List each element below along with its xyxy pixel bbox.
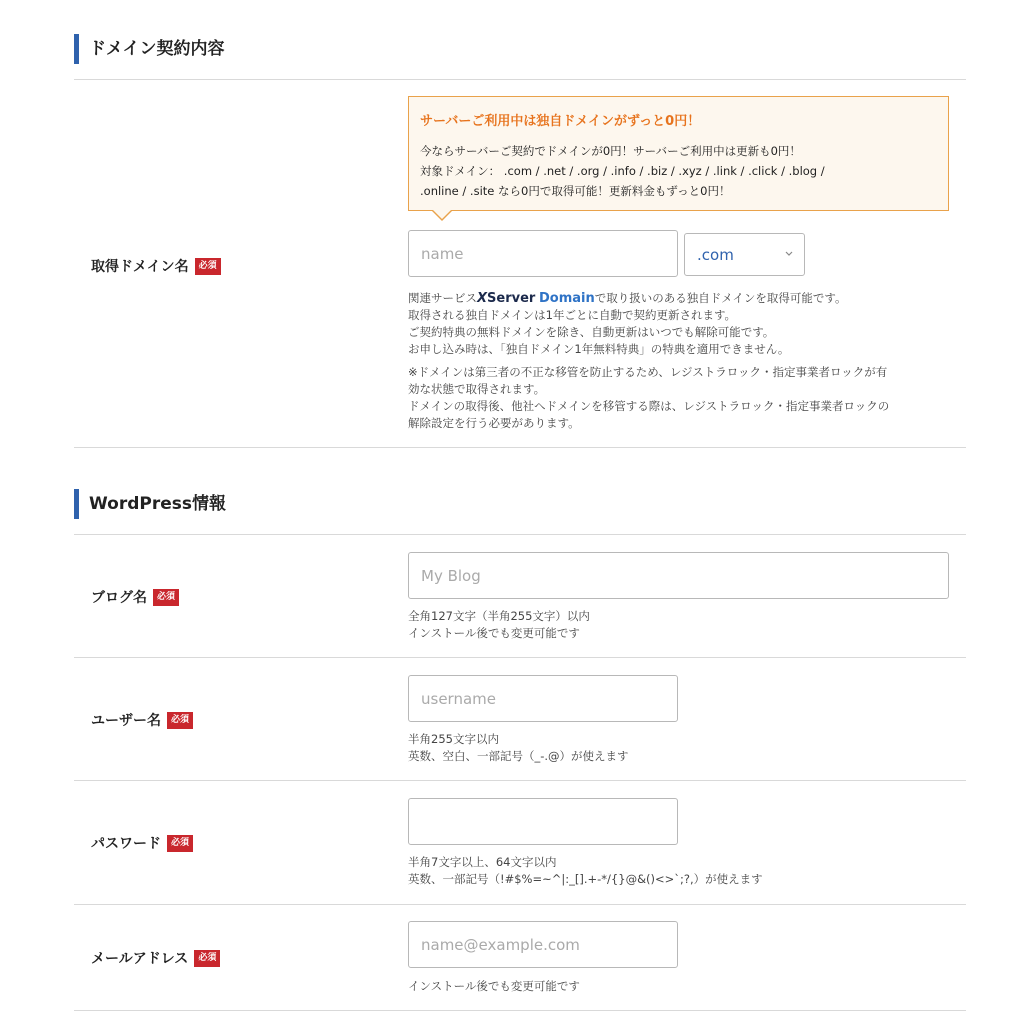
divider xyxy=(74,534,966,535)
divider xyxy=(74,904,966,905)
username-hint: 英数、空白、一部記号（_-.@）が使えます xyxy=(408,749,629,763)
email-hint: インストール後でも変更可能です xyxy=(408,979,580,993)
free-domain-notice xyxy=(408,96,949,211)
divider xyxy=(74,447,966,448)
required-badge: 必須 xyxy=(167,835,193,852)
row-label-username xyxy=(91,710,193,730)
chevron-down-icon xyxy=(784,246,794,262)
domain-info-line: お申し込み時は、「独自ドメイン1年無料特典」の特典を適用できません。 xyxy=(408,342,790,356)
xserver-domain-logo-x: X xyxy=(477,291,488,306)
lock-note-line: ドメインの取得後、他社へドメインを移管する際は、レジストラロック・指定事業者ロックの xyxy=(408,399,890,413)
row-label-domain xyxy=(91,256,221,276)
domain-info-line: 取得される独自ドメインは1年ごとに自動で契約更新されます。 xyxy=(408,308,737,322)
lock-note-line: 解除設定を行う必要があります。 xyxy=(408,416,580,430)
notice-line: .online / .site なら0円で取得可能！更新料金もずっと0円！ xyxy=(420,184,731,198)
tld-select[interactable] xyxy=(684,233,805,276)
xserver-domain-logo-server: Server xyxy=(487,291,536,306)
password-hint: 英数、一部記号（!#$%=~^|:_[].+-*/{}@&()<>`;?,）が使えます xyxy=(408,872,763,886)
section-title-domain: ドメイン契約内容 xyxy=(74,34,225,64)
section-title-wordpress: WordPress情報 xyxy=(74,489,226,519)
notice-line: 今ならサーバーご契約でドメインが0円！サーバーご利用中は更新も0円！ xyxy=(420,144,801,158)
related-prefix: 関連サービス xyxy=(408,291,477,305)
required-badge: 必須 xyxy=(153,589,179,606)
lock-note-line: 効な状態で取得されます。 xyxy=(408,382,546,396)
blog-hint: 全角127文字（半角255文字）以内 xyxy=(408,609,590,623)
divider xyxy=(74,657,966,658)
domain-name-input[interactable] xyxy=(408,230,678,277)
xserver-domain-logo-domain: Domain xyxy=(538,291,595,306)
notice-pointer-fill xyxy=(432,209,452,219)
blog-hint: インストール後でも変更可能です xyxy=(408,626,580,640)
row-label-password xyxy=(91,833,193,853)
lock-note-line: ※ドメインは第三者の不正な移管を防止するため、レジストラロック・指定事業者ロックが有 xyxy=(408,365,888,379)
username-hint: 半角255文字以内 xyxy=(408,732,499,746)
divider xyxy=(74,780,966,781)
divider xyxy=(74,79,966,80)
notice-line: 対象ドメイン： .com / .net / .org / .info / .biz / .xyz / .link / .click / .blog / xyxy=(420,164,825,178)
related-suffix: で取り扱いのある独自ドメインを取得可能です。 xyxy=(594,291,847,305)
related-service-line xyxy=(408,290,846,307)
tld-select-value: .com xyxy=(697,245,734,264)
username-label: ユーザー名 xyxy=(91,713,161,729)
required-badge: 必須 xyxy=(194,950,220,967)
required-badge: 必須 xyxy=(195,258,221,275)
password-hint: 半角7文字以上、64文字以内 xyxy=(408,855,557,869)
blog-label: ブログ名 xyxy=(91,590,147,606)
divider xyxy=(74,1010,966,1011)
domain-info-line: ご契約特典の無料ドメインを除き、自動更新はいつでも解除可能です。 xyxy=(408,325,775,339)
blog-name-input[interactable] xyxy=(408,552,949,599)
required-badge: 必須 xyxy=(167,712,193,729)
password-label: パスワード xyxy=(91,836,161,852)
email-input[interactable] xyxy=(408,921,678,968)
row-label-email xyxy=(91,948,220,968)
notice-title: サーバーご利用中は独自ドメインがずっと0円！ xyxy=(420,114,701,129)
email-label: メールアドレス xyxy=(91,951,189,967)
password-input[interactable] xyxy=(408,798,678,845)
username-input[interactable] xyxy=(408,675,678,722)
domain-label: 取得ドメイン名 xyxy=(91,259,189,275)
row-label-blog xyxy=(91,587,179,607)
